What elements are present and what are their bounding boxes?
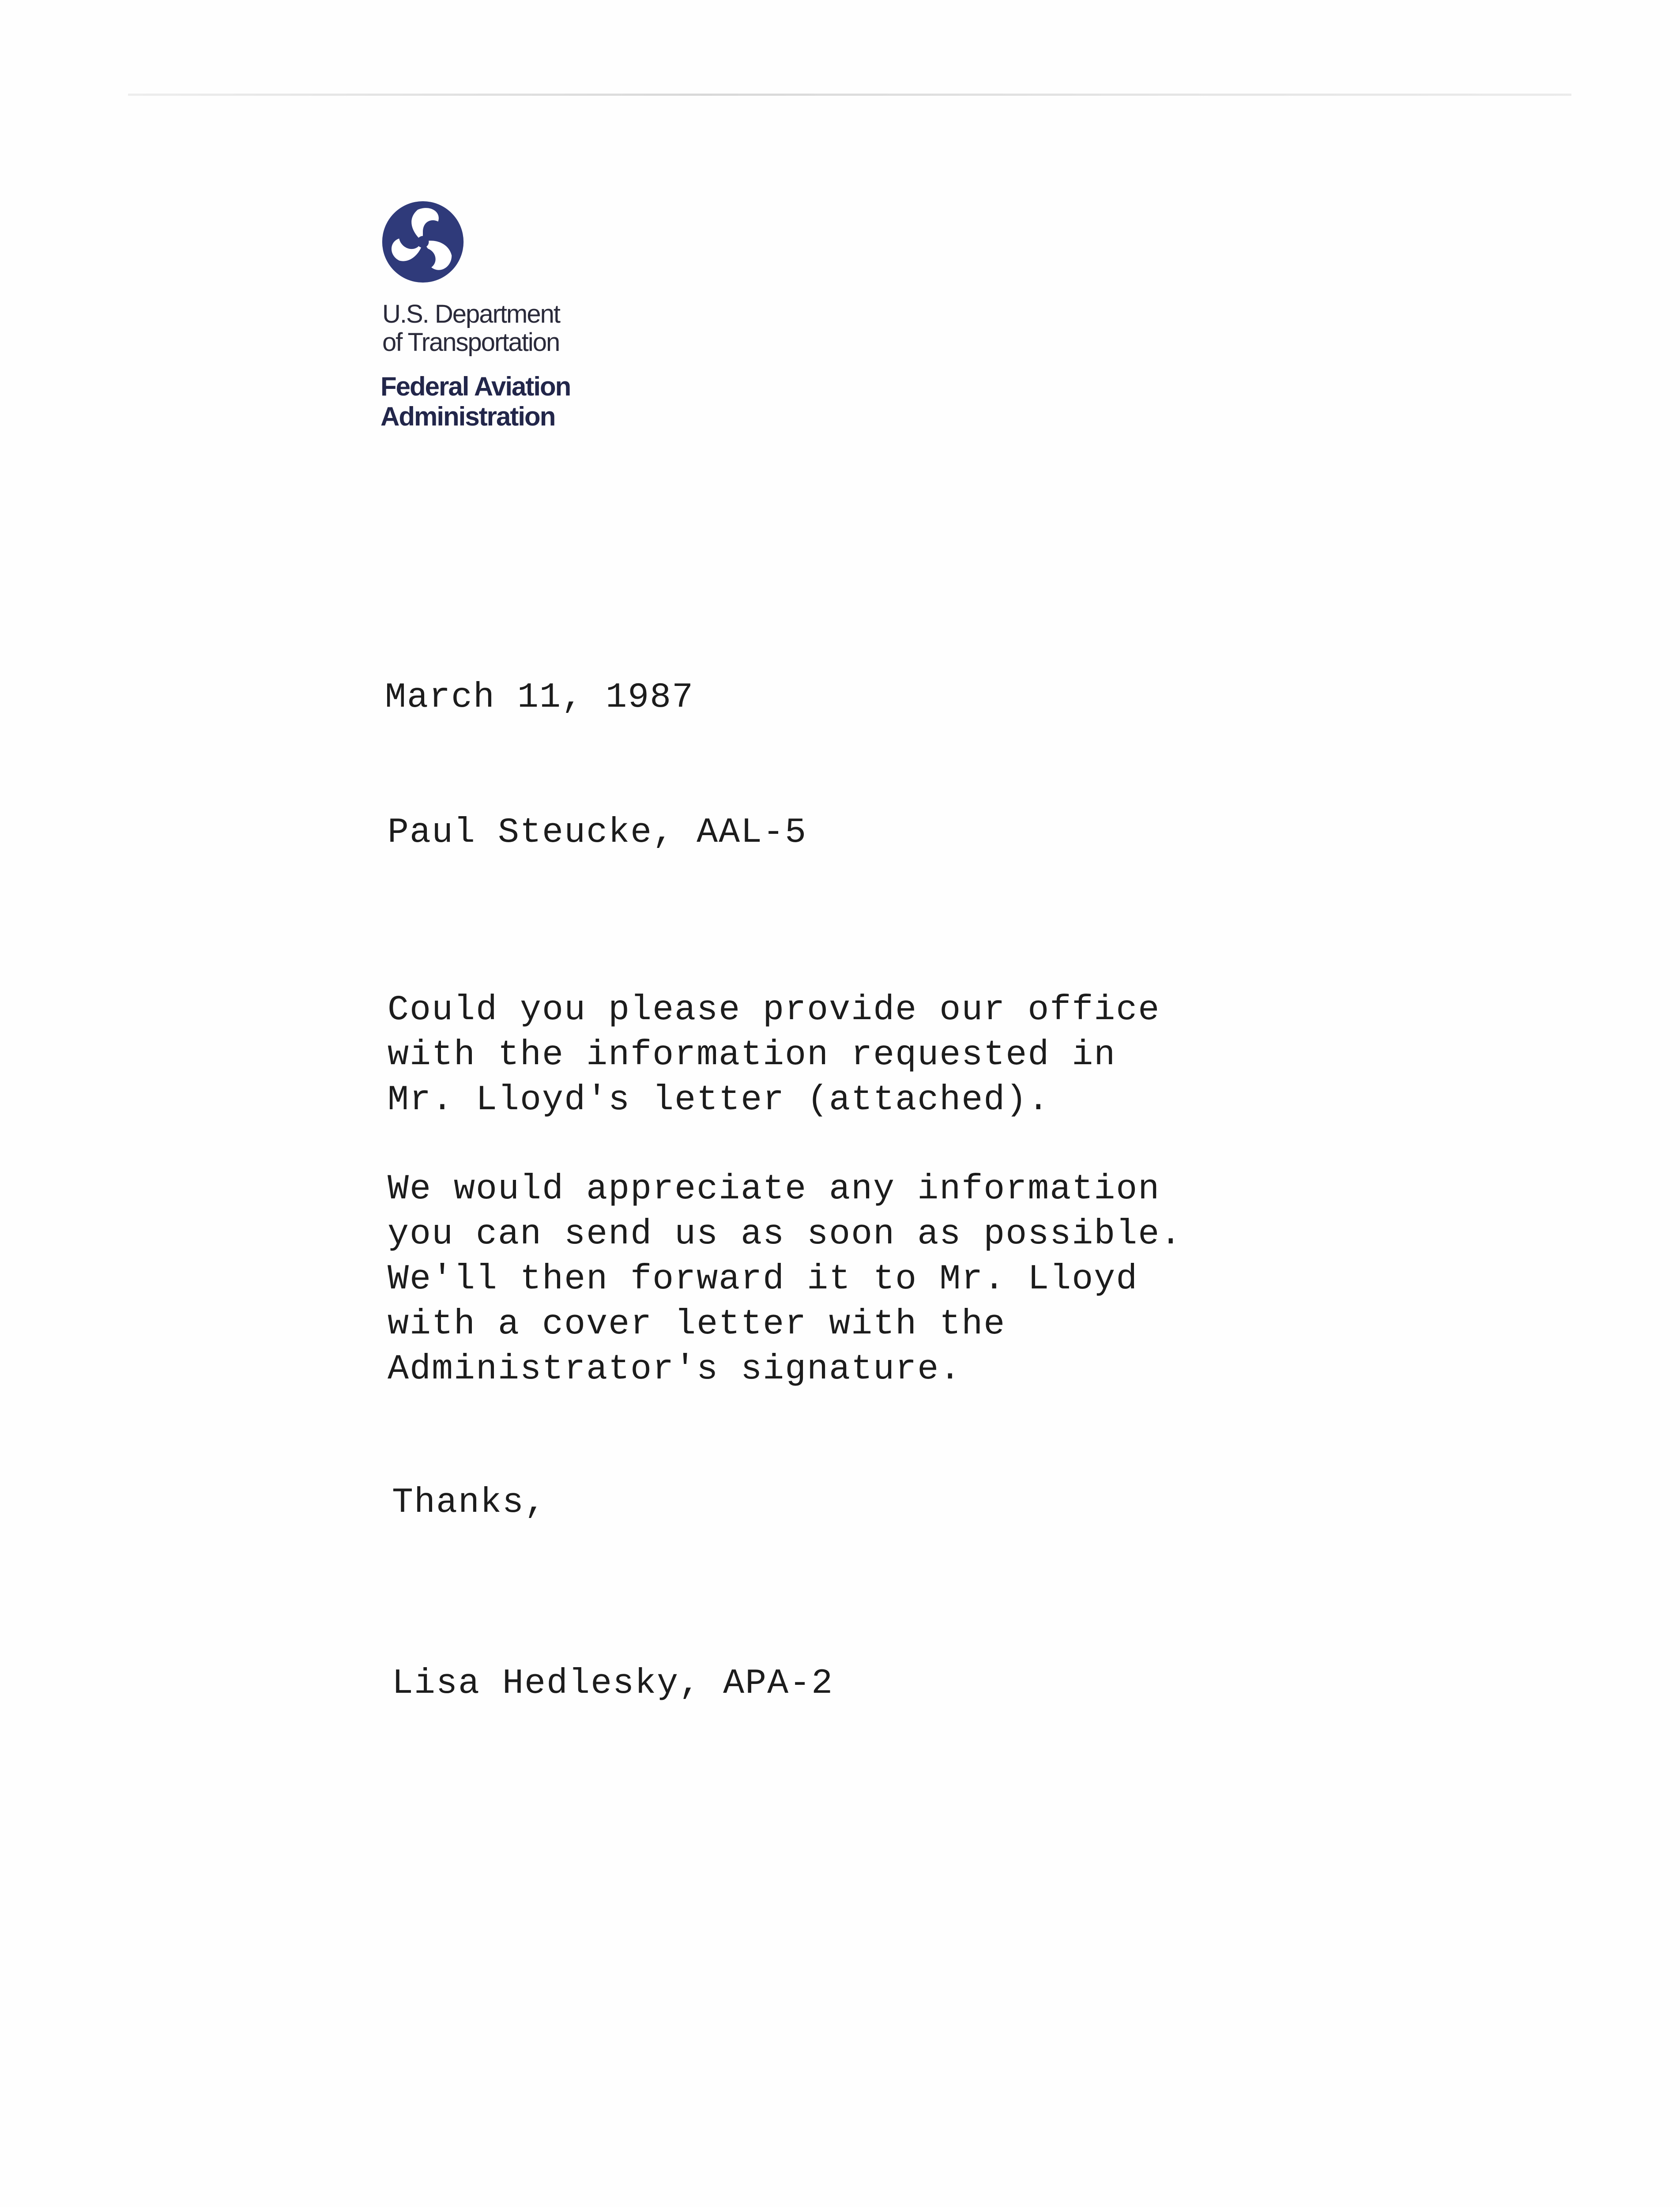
department-line-2: of Transportation <box>382 328 560 357</box>
paragraph-line: Mr. Lloyd's letter (attached). <box>388 1080 1050 1120</box>
top-divider <box>128 94 1571 96</box>
paragraph-line: with the information requested in <box>388 1035 1116 1075</box>
paragraph-line: with a cover letter with the <box>388 1304 1006 1345</box>
paragraph-line: We'll then forward it to Mr. Lloyd <box>388 1259 1138 1299</box>
agency-line-2: Administration <box>380 402 555 431</box>
signer-line: Lisa Hedlesky, APA-2 <box>392 1664 834 1704</box>
paragraph-line: you can send us as soon as possible. <box>388 1214 1183 1254</box>
paragraph-line: Could you please provide our office <box>388 990 1160 1030</box>
paragraph-1 <box>388 988 1160 1123</box>
paragraph-line: We would appreciate any information <box>388 1169 1160 1209</box>
closing: Thanks, <box>392 1483 547 1523</box>
agency-line-1: Federal Aviation <box>380 372 571 401</box>
department-name <box>382 300 560 357</box>
paragraph-2 <box>388 1167 1182 1392</box>
department-line-1: U.S. Department <box>382 300 560 328</box>
agency-name <box>380 372 570 432</box>
memo-recipient: Paul Steucke, AAL-5 <box>388 813 807 853</box>
dot-tri-arc-emblem-icon <box>380 200 465 284</box>
memo-date: March 11, 1987 <box>385 678 694 718</box>
paragraph-line: Administrator's signature. <box>388 1349 962 1390</box>
